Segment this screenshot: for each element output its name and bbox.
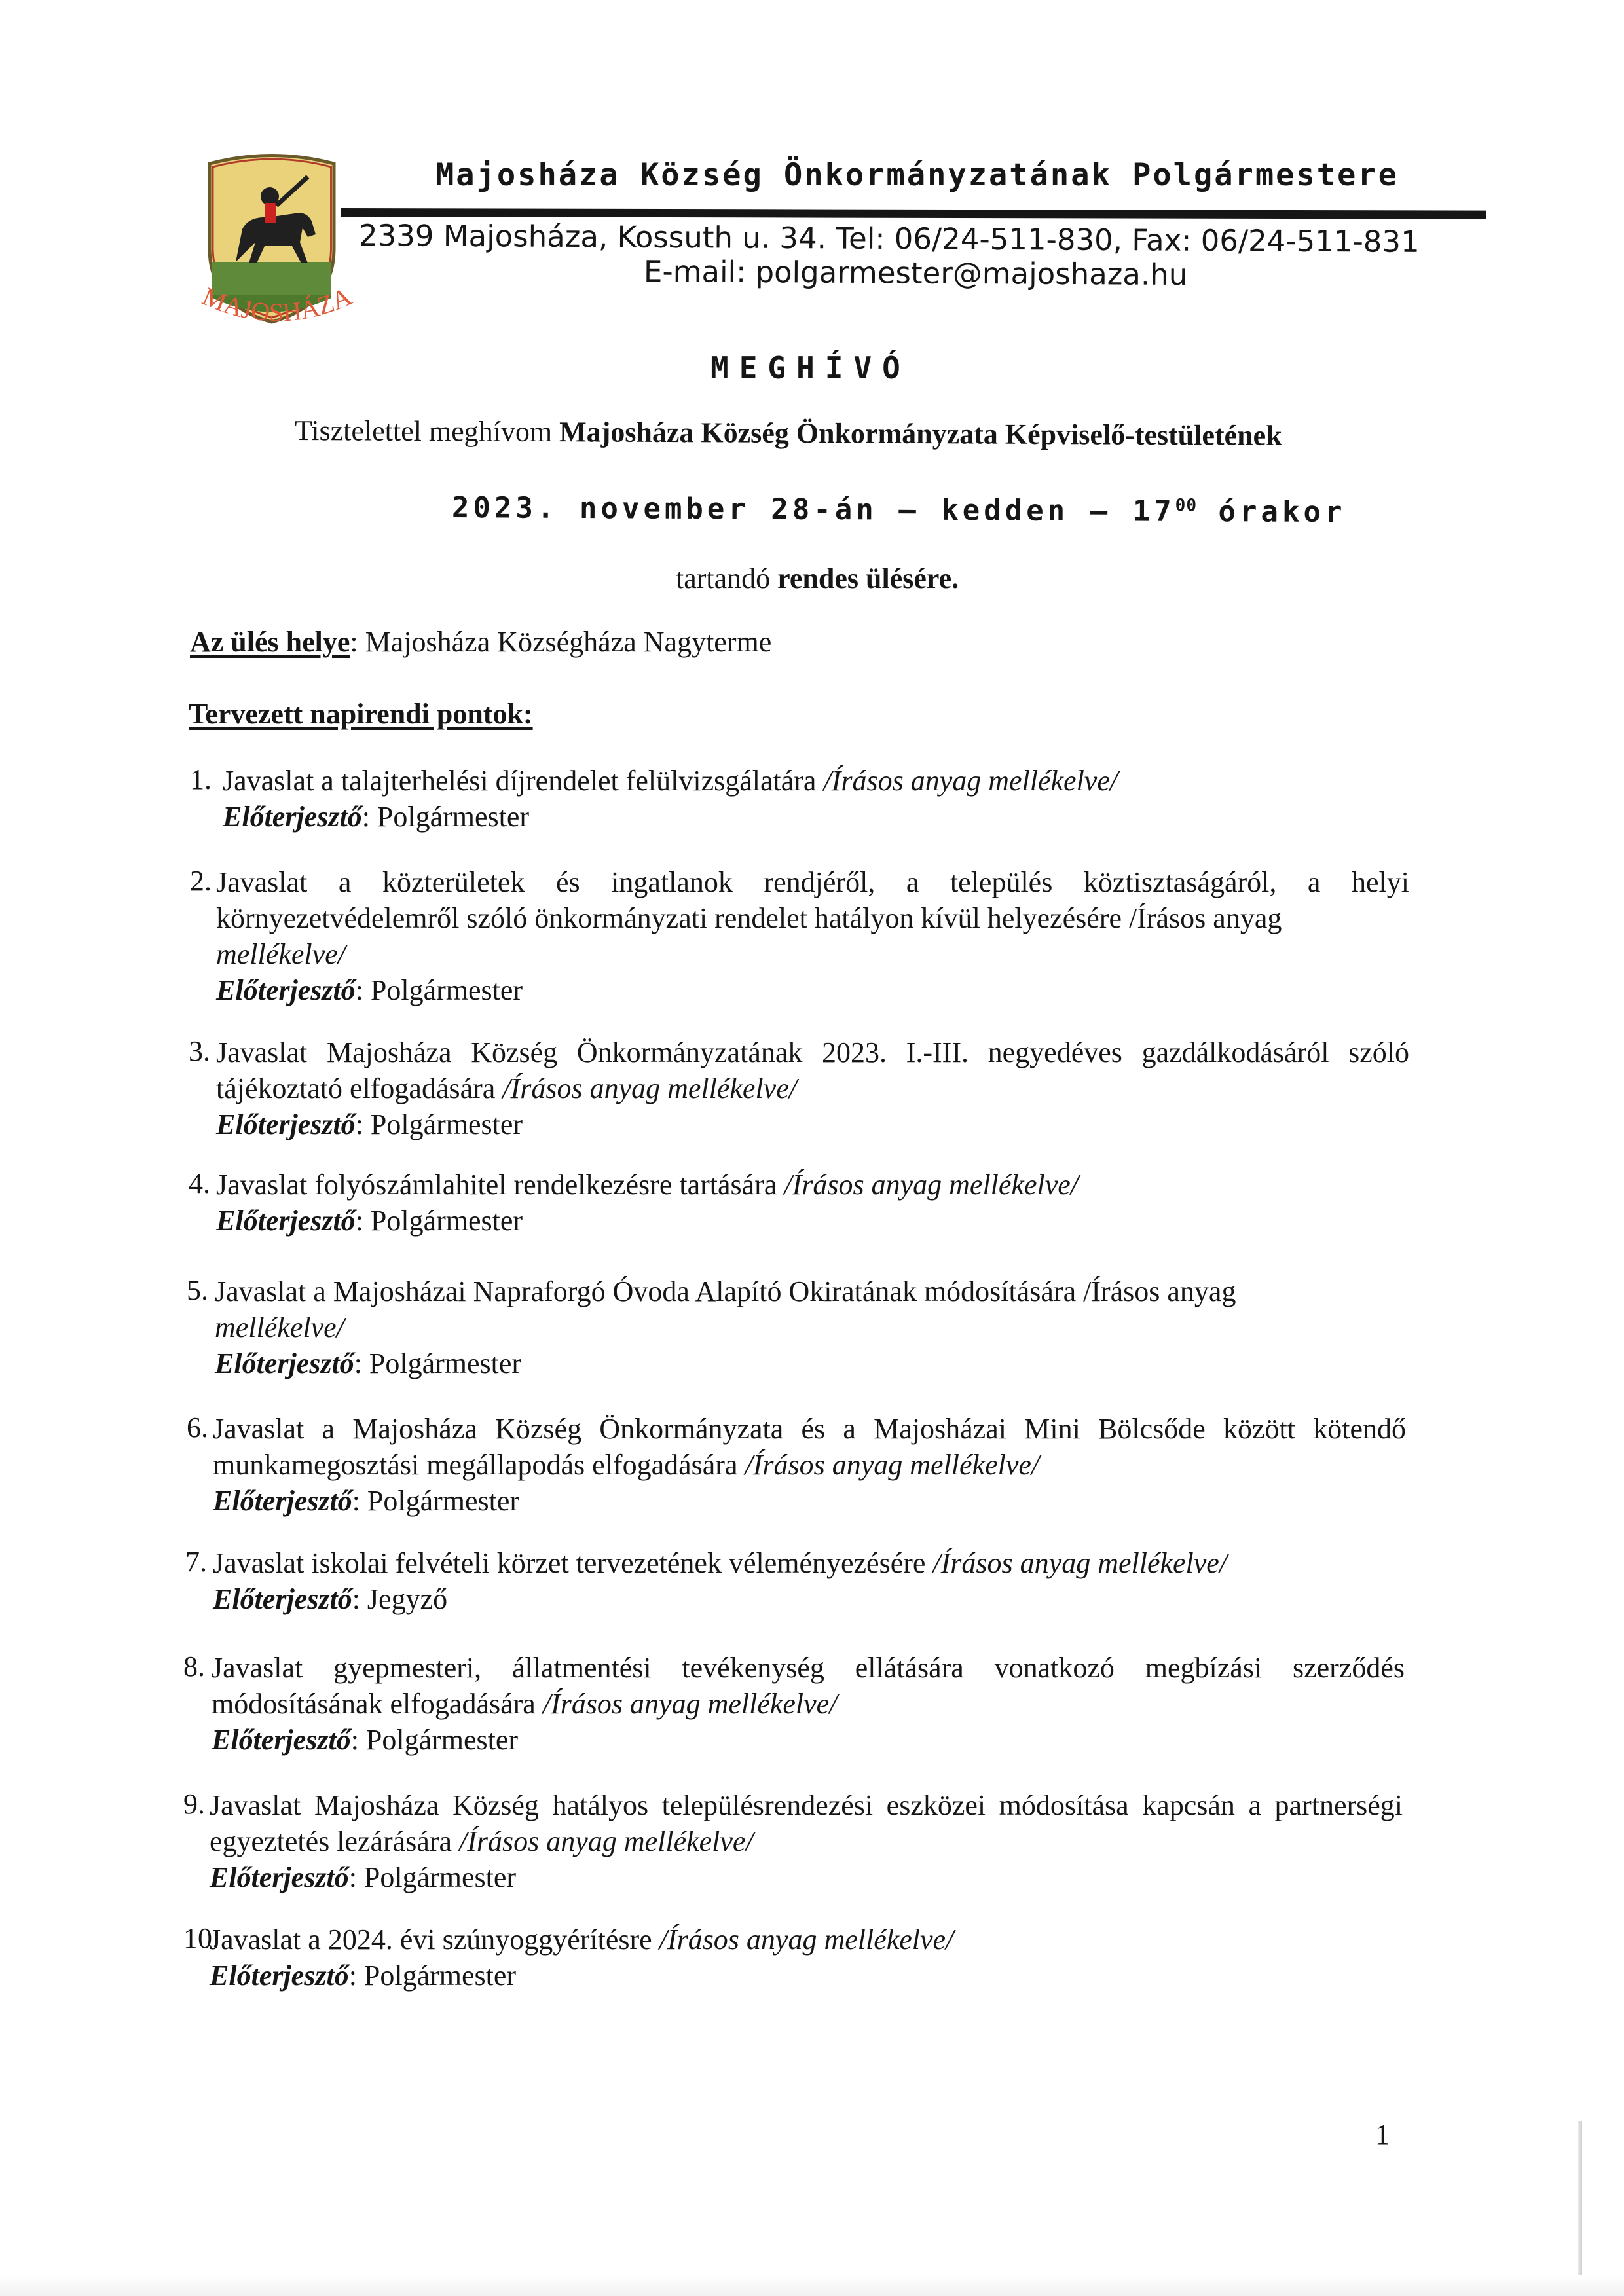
presenter-label: Előterjesztő xyxy=(210,1959,349,1992)
agenda-item-body xyxy=(216,1167,1409,1239)
presenter-label: Előterjesztő xyxy=(216,974,356,1006)
venue-label: Az ülés helye xyxy=(190,626,350,658)
date-main: 2023. november 28-án – kedden – 17 xyxy=(451,491,1175,528)
presenter-value: : Polgármester xyxy=(361,801,530,833)
agenda-item-number: 4. xyxy=(189,1167,210,1199)
presenter-value: : Polgármester xyxy=(355,1108,523,1140)
address-line: 2339 Majosháza, Kossuth u. 34. Tel: 06/24-511-830, Fax: 06/24-511-831 xyxy=(358,218,1420,259)
agenda-item-presenter xyxy=(210,1958,1403,1994)
agenda-item-presenter xyxy=(213,1483,1406,1519)
agenda-item-number: 9. xyxy=(183,1788,205,1820)
agenda-item-line: Javaslat Majosháza Község Önkormányzatának 2023. I.-III. negyedéves gazdálkodásáról szóló xyxy=(216,1036,1409,1068)
agenda-item-body xyxy=(210,1787,1403,1895)
agenda-item-line: Javaslat a Majosházai Napraforgó Óvoda Alapító Okiratának módosítására /Írásos anyag xyxy=(215,1275,1236,1307)
agenda-item-body xyxy=(213,1545,1406,1617)
presenter-value: : Jegyző xyxy=(352,1583,448,1615)
presenter-value: : Polgármester xyxy=(348,1959,517,1992)
presenter-value: : Polgármester xyxy=(354,1347,522,1379)
agenda-item-text xyxy=(215,1309,1408,1345)
agenda-item-presenter xyxy=(215,1345,1408,1381)
agenda-item-presenter xyxy=(216,1203,1409,1239)
agenda-item-presenter xyxy=(223,799,1421,835)
venue-separator: : xyxy=(350,626,358,658)
meeting-type xyxy=(676,562,959,595)
email-line: E-mail: polgarmester@majoshaza.hu xyxy=(643,254,1188,293)
agenda-item-number: 10. xyxy=(183,1922,219,1954)
agenda-item-body xyxy=(215,1273,1408,1381)
agenda-item-presenter xyxy=(216,1106,1409,1142)
agenda-item-text xyxy=(213,1447,1406,1483)
agenda-item-line: Javaslat a közterületek és ingatlanok rendjéről, a település köztisztaságáról, a helyi xyxy=(216,866,1409,898)
presenter-label: Előterjesztő xyxy=(215,1347,354,1379)
attachment-note: /Írásos anyag mellékelve/ xyxy=(659,1923,954,1956)
agenda-item-number: 5. xyxy=(187,1274,208,1306)
agenda-item-line: Javaslat folyószámlahitel rendelkezésre tartására xyxy=(216,1169,784,1201)
agenda-item-number: 2. xyxy=(190,865,212,897)
attachment-note: /Írásos anyag mellékelve/ xyxy=(542,1688,838,1720)
agenda-item-text xyxy=(216,864,1409,900)
agenda-item-text xyxy=(216,936,1409,972)
agenda-item-presenter xyxy=(216,972,1409,1008)
agenda-item-presenter xyxy=(213,1581,1406,1617)
attachment-note: /Írásos anyag mellékelve/ xyxy=(784,1169,1079,1201)
agenda-item-body xyxy=(216,1034,1409,1142)
attachment-note: /Írásos anyag mellékelve/ xyxy=(932,1547,1228,1579)
meeting-venue xyxy=(190,625,771,659)
header-divider xyxy=(341,208,1486,219)
presenter-value: : Polgármester xyxy=(352,1485,520,1517)
agenda-item-text xyxy=(213,1545,1406,1581)
agenda-item-line: tájékoztató elfogadására xyxy=(216,1072,503,1104)
agenda-item-line: környezetvédelemről szóló önkormányzati rendelet hatályon kívül helyezésére /Írásos anyag xyxy=(216,902,1282,934)
intro-text: Tisztelettel meghívom xyxy=(294,414,560,448)
attachment-note: mellékelve/ xyxy=(215,1311,344,1343)
agenda-item-line: módosításának elfogadására xyxy=(212,1688,543,1720)
presenter-value: : Polgármester xyxy=(350,1724,519,1756)
presenter-label: Előterjesztő xyxy=(212,1724,351,1756)
agenda-item-text xyxy=(210,1787,1403,1823)
agenda-item-body xyxy=(212,1650,1405,1758)
agenda-item-text xyxy=(215,1273,1408,1309)
agenda-item-text xyxy=(216,1070,1409,1106)
presenter-label: Előterjesztő xyxy=(216,1108,356,1140)
date-tail: órakor xyxy=(1196,494,1346,530)
agenda-item-line: Javaslat gyepmesteri, állatmentési tevékenység ellátására vonatkozó megbízási szerződés xyxy=(212,1652,1405,1684)
agenda-item-body xyxy=(223,763,1421,835)
agenda-item-line: Javaslat Majosháza Község hatályos településrendezési eszközei módosítása kapcsán a partnerségi xyxy=(210,1789,1403,1821)
attachment-note: /Írásos anyag mellékelve/ xyxy=(745,1449,1040,1481)
page-number: 1 xyxy=(1375,2119,1390,2151)
presenter-value: : Polgármester xyxy=(355,974,523,1006)
agenda-item-line: Javaslat a 2024. évi szúnyoggyérítésre xyxy=(210,1923,659,1956)
agenda-item-text xyxy=(216,1034,1409,1070)
attachment-note: /Írásos anyag mellékelve/ xyxy=(459,1825,754,1857)
presenter-label: Előterjesztő xyxy=(216,1205,356,1237)
invitation-intro xyxy=(295,414,1282,452)
agenda-item-text xyxy=(216,900,1409,936)
agenda-item-text xyxy=(223,763,1421,799)
agenda-item-presenter xyxy=(210,1859,1403,1895)
org-title: Majosháza Község Önkormányzatának Polgármestere xyxy=(435,157,1399,193)
presenter-value: : Polgármester xyxy=(355,1205,523,1237)
agenda-item-line: Javaslat a Majosháza Község Önkormányzata és a Majosházai Mini Bölcsőde között kötendő xyxy=(213,1413,1406,1445)
presenter-label: Előterjesztő xyxy=(213,1583,352,1615)
agenda-item-body xyxy=(210,1922,1403,1994)
agenda-item-text xyxy=(210,1823,1403,1859)
agenda-item-number: 7. xyxy=(185,1546,207,1578)
agenda-item-line: Javaslat a talajterhelési díjrendelet felülvizsgálatára xyxy=(223,765,824,797)
presenter-label: Előterjesztő xyxy=(213,1485,352,1517)
date-sup: 00 xyxy=(1175,496,1198,516)
agenda-item-number: 6. xyxy=(187,1412,208,1444)
meeting-type-value: rendes ülésére. xyxy=(777,562,959,594)
crest-label xyxy=(189,280,365,339)
agenda-item-text xyxy=(216,1167,1409,1203)
agenda-item-presenter xyxy=(212,1722,1405,1758)
agenda-item-body xyxy=(213,1411,1406,1519)
agenda-item-text xyxy=(212,1650,1405,1686)
presenter-value: : Polgármester xyxy=(348,1861,517,1893)
agenda-item-number: 8. xyxy=(183,1650,205,1683)
svg-text:MAJOSHÁZA: MAJOSHÁZA xyxy=(198,281,356,327)
attachment-note: mellékelve/ xyxy=(216,938,346,970)
agenda-item-text xyxy=(210,1922,1403,1958)
agenda-item-body xyxy=(216,864,1409,1008)
agenda-item-text xyxy=(213,1411,1406,1447)
agenda-heading: Tervezett napirendi pontok: xyxy=(189,698,533,730)
scan-edge xyxy=(1578,2121,1582,2296)
meeting-date xyxy=(452,491,1346,529)
agenda-item-line: munkamegosztási megállapodás elfogadására xyxy=(213,1449,745,1481)
agenda-item-text xyxy=(212,1686,1405,1722)
document-title: MEGHÍVÓ xyxy=(710,350,911,386)
presenter-label: Előterjesztő xyxy=(210,1861,349,1893)
intro-body-name: Majosháza Község Önkormányzata Képviselő-testületének xyxy=(559,416,1282,452)
agenda-item-number: 3. xyxy=(189,1035,210,1067)
agenda-item-number: 1. xyxy=(190,763,212,795)
scan-shadow xyxy=(0,2275,1624,2296)
meeting-type-prefix: tartandó xyxy=(676,562,778,594)
attachment-note: /Írásos anyag mellékelve/ xyxy=(823,765,1118,797)
agenda-item-line: Javaslat iskolai felvételi körzet tervezetének véleményezésére xyxy=(213,1547,933,1579)
agenda-item-line: egyeztetés lezárására xyxy=(210,1825,460,1857)
presenter-label: Előterjesztő xyxy=(223,801,362,833)
attachment-note: /Írásos anyag mellékelve/ xyxy=(502,1072,797,1104)
venue-value: Majosháza Községháza Nagyterme xyxy=(358,626,772,658)
